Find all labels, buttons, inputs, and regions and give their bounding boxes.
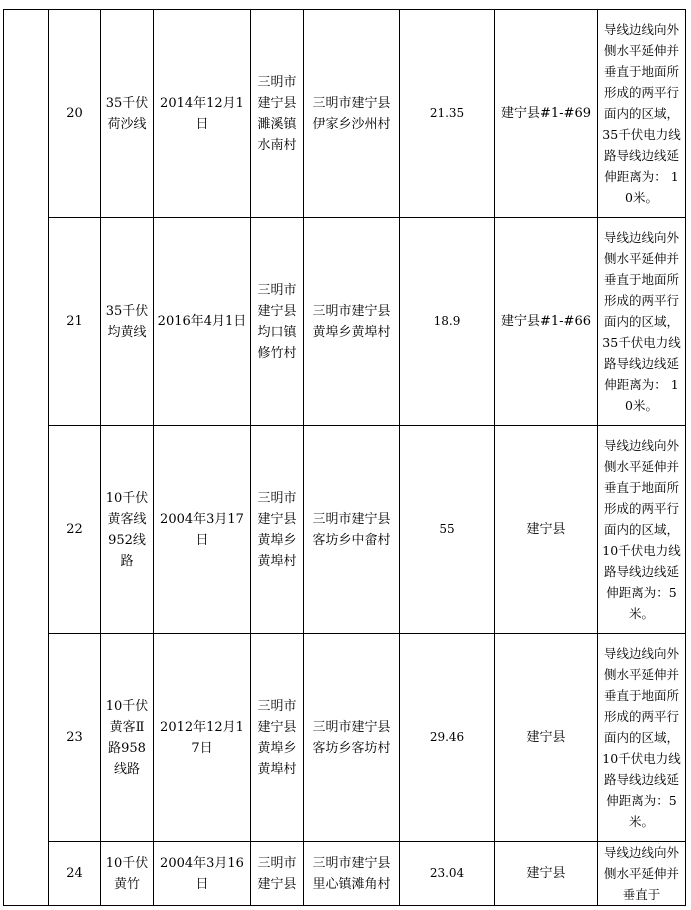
start-location: 三明市建宁县濉溪镇水南村 — [251, 10, 304, 218]
end-location: 三明市建宁县里心镇滩角村 — [304, 842, 400, 906]
line-length: 23.04 — [400, 842, 495, 906]
commission-date: 2004年3月17日 — [154, 426, 251, 634]
protection-zone-description: 导线边线向外侧水平延伸并垂直于地面所形成的两平行面内的区域，35千伏电力线路导线边线延伸距离为： 10米。 — [598, 218, 686, 426]
row-number: 23 — [49, 634, 101, 842]
merged-left-cell — [4, 10, 49, 906]
end-location: 三明市建宁县客坊乡中畲村 — [304, 426, 400, 634]
table-row — [4, 842, 686, 906]
tower-range: 建宁县 — [495, 842, 598, 906]
row-number: 24 — [49, 842, 101, 906]
protection-zone-description: 导线边线向外侧水平延伸并垂直于地面所形成的两平行面内的区域，10千伏电力线路导线边线延伸距离为：5米。 — [598, 634, 686, 842]
line-length: 18.9 — [400, 218, 495, 426]
line-length: 55 — [400, 426, 495, 634]
commission-date: 2016年4月1日 — [154, 218, 251, 426]
row-number: 22 — [49, 426, 101, 634]
line-name: 10千伏黄客Ⅱ路958线路 — [101, 634, 154, 842]
commission-date: 2014年12月1日 — [154, 10, 251, 218]
start-location: 三明市建宁县均口镇修竹村 — [251, 218, 304, 426]
start-location: 三明市建宁县黄埠乡黄埠村 — [251, 426, 304, 634]
tower-range: 建宁县#1-#69 — [495, 10, 598, 218]
tower-range: 建宁县#1-#66 — [495, 218, 598, 426]
line-name: 10千伏黄竹 — [101, 842, 154, 906]
end-location: 三明市建宁县黄埠乡黄埠村 — [304, 218, 400, 426]
tower-range: 建宁县 — [495, 634, 598, 842]
row-number: 20 — [49, 10, 101, 218]
table-row — [4, 10, 686, 218]
row-number: 21 — [49, 218, 101, 426]
protection-zone-description: 导线边线向外侧水平延伸并垂直于地面所形成的两平行面内的区域，10千伏电力线路导线边线延伸距离为：5米。 — [598, 426, 686, 634]
line-length: 29.46 — [400, 634, 495, 842]
line-name: 35千伏荷沙线 — [101, 10, 154, 218]
line-name: 35千伏均黄线 — [101, 218, 154, 426]
table-row — [4, 634, 686, 842]
start-location: 三明市建宁县黄埠乡黄埠村 — [251, 634, 304, 842]
start-location: 三明市建宁县 — [251, 842, 304, 906]
power-line-table — [3, 9, 686, 906]
end-location: 三明市建宁县伊家乡沙州村 — [304, 10, 400, 218]
protection-zone-description: 导线边线向外侧水平延伸并垂直于地面所形成的两平行面内的区域，35千伏电力线路导线边线延伸距离为： 10米。 — [598, 10, 686, 218]
line-name: 10千伏黄客线952线路 — [101, 426, 154, 634]
protection-zone-description: 导线边线向外侧水平延伸并垂直于 — [598, 842, 686, 906]
end-location: 三明市建宁县客坊乡客坊村 — [304, 634, 400, 842]
tower-range: 建宁县 — [495, 426, 598, 634]
commission-date: 2004年3月16日 — [154, 842, 251, 906]
line-length: 21.35 — [400, 10, 495, 218]
commission-date: 2012年12月17日 — [154, 634, 251, 842]
table-row — [4, 426, 686, 634]
table-row — [4, 218, 686, 426]
